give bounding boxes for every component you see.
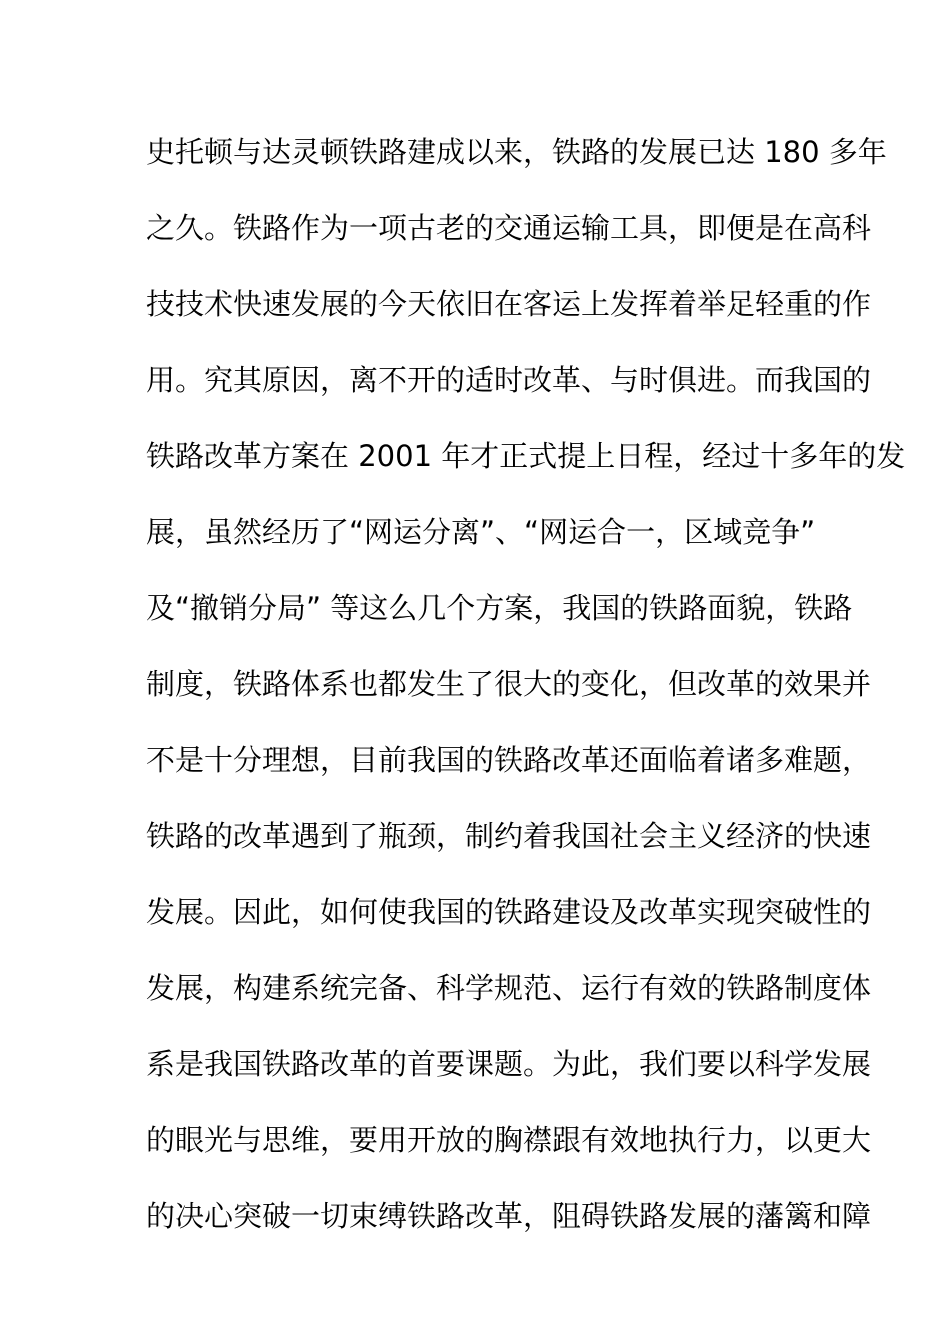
text-line: 发展。因此，如何使我国的铁路建设及改革实现突破性的: [146, 895, 872, 929]
text-line: 及“撤销分局” 等这么几个方案，我国的铁路面貌，铁路: [146, 591, 853, 625]
text-line: 技技术快速发展的今天依旧在客运上发挥着举足轻重的作: [146, 287, 872, 321]
text-line: 铁路改革方案在 2001 年才正式提上日程，经过十多年的发: [146, 439, 906, 473]
text-line: 系是我国铁路改革的首要课题。为此，我们要以科学发展: [146, 1047, 872, 1081]
text-line: 用。究其原因，离不开的适时改革、与时俱进。而我国的: [146, 363, 872, 397]
text-line: 展，虽然经历了“网运分离”、“网运合一，区域竞争”: [146, 515, 816, 549]
text-line: 发展，构建系统完备、科学规范、运行有效的铁路制度体: [146, 971, 872, 1005]
text-line: 制度，铁路体系也都发生了很大的变化，但改革的效果并: [146, 667, 872, 701]
text-line: 的眼光与思维，要用开放的胸襟跟有效地执行力，以更大: [146, 1123, 872, 1157]
text-line: 不是十分理想，目前我国的铁路改革还面临着诸多难题，: [146, 743, 872, 777]
text-line: 史托顿与达灵顿铁路建成以来，铁路的发展已达 180 多年: [146, 135, 887, 169]
text-line: 之久。铁路作为一项古老的交通运输工具，即便是在高科: [146, 211, 872, 245]
text-line: 的决心突破一切束缚铁路改革，阻碍铁路发展的藩篱和障: [146, 1199, 872, 1233]
text-line: 铁路的改革遇到了瓶颈，制约着我国社会主义经济的快速: [146, 819, 872, 853]
body-text: [146, 128, 906, 1268]
